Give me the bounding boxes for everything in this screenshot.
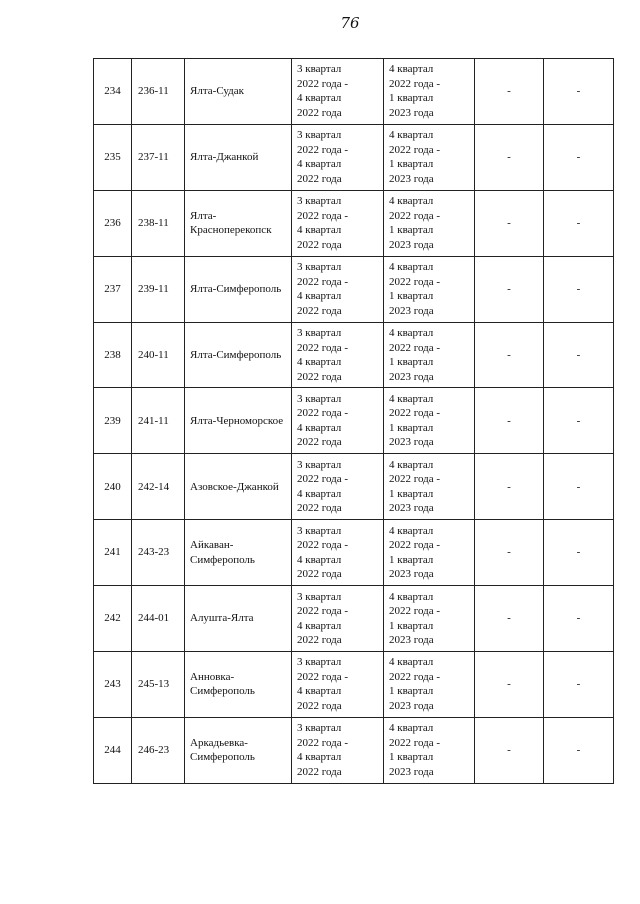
period-line: 2022 года - — [389, 275, 441, 288]
route-code-cell: 239-11 — [132, 256, 185, 322]
table-row — [94, 256, 614, 322]
period-line: 3 квартал — [297, 458, 342, 471]
route-code-cell: 242-14 — [132, 454, 185, 520]
period-line: 4 квартал — [389, 261, 434, 274]
period-line: 4 квартал — [389, 590, 434, 603]
column7-cell: - — [544, 124, 614, 190]
table-row — [94, 520, 614, 586]
route-name-cell: Айкаван-Симферополь — [185, 520, 292, 586]
period-line: 3 квартал — [297, 129, 342, 142]
period-line: 4 квартал — [389, 129, 434, 142]
column6-cell: - — [475, 652, 544, 718]
period-line: 2022 года — [297, 436, 342, 449]
period-line: 2023 года — [389, 370, 434, 383]
column6-cell: - — [475, 717, 544, 783]
route-code-cell: 246-23 — [132, 717, 185, 783]
route-code-cell: 245-13 — [132, 652, 185, 718]
period-line: 2022 года - — [389, 473, 441, 486]
period-line: 2023 года — [389, 238, 434, 251]
end-period-cell — [384, 586, 475, 652]
column7-cell: - — [544, 59, 614, 125]
start-period-cell — [292, 520, 384, 586]
period-line: 2022 года — [297, 106, 342, 119]
start-period-cell — [292, 322, 384, 388]
route-name-cell: Анновка-Симферополь — [185, 652, 292, 718]
row-number-cell: 239 — [94, 388, 132, 454]
column7-cell: - — [544, 190, 614, 256]
end-period-cell — [384, 256, 475, 322]
row-number-cell: 241 — [94, 520, 132, 586]
column6-cell: - — [475, 454, 544, 520]
route-name-cell: Аркадьевка-Симферополь — [185, 717, 292, 783]
column7-cell: - — [544, 717, 614, 783]
table-row — [94, 190, 614, 256]
start-period-cell — [292, 190, 384, 256]
period-line: 2022 года - — [297, 143, 349, 156]
period-line: 2022 года — [297, 765, 342, 778]
column6-cell: - — [475, 190, 544, 256]
route-code-cell: 237-11 — [132, 124, 185, 190]
start-period-cell — [292, 586, 384, 652]
route-name-cell: Ялта-Красноперекопск — [185, 190, 292, 256]
row-number-cell: 240 — [94, 454, 132, 520]
column6-cell: - — [475, 322, 544, 388]
row-number-cell: 242 — [94, 586, 132, 652]
end-period-cell — [384, 322, 475, 388]
period-line: 3 квартал — [297, 327, 342, 339]
period-line: 4 квартал — [297, 751, 342, 764]
table-row — [94, 652, 614, 718]
period-line: 1 квартал — [389, 224, 434, 237]
period-line: 4 квартал — [297, 290, 342, 303]
period-line: 1 квартал — [389, 158, 434, 171]
column7-cell: - — [544, 652, 614, 718]
row-number-cell: 237 — [94, 256, 132, 322]
period-line: 2022 года - — [389, 539, 441, 552]
period-line: 4 квартал — [389, 524, 434, 537]
route-name-cell: Ялта-Джанкой — [185, 124, 292, 190]
period-line: 2022 года - — [389, 605, 441, 618]
row-number-cell: 236 — [94, 190, 132, 256]
column6-cell: - — [475, 388, 544, 454]
table-row — [94, 388, 614, 454]
end-period-cell — [384, 717, 475, 783]
row-number-cell: 234 — [94, 59, 132, 125]
column7-cell: - — [544, 454, 614, 520]
period-line: 3 квартал — [297, 261, 342, 274]
period-line: 1 квартал — [389, 685, 434, 698]
column7-cell: - — [544, 586, 614, 652]
period-line: 3 квартал — [297, 524, 342, 537]
period-line: 4 квартал — [389, 458, 434, 471]
end-period-cell — [384, 59, 475, 125]
period-line: 2023 года — [389, 304, 434, 317]
period-line: 2022 года — [297, 634, 342, 647]
period-line: 2022 года — [297, 172, 342, 185]
end-period-cell — [384, 388, 475, 454]
start-period-cell — [292, 59, 384, 125]
column6-cell: - — [475, 520, 544, 586]
period-line: 2022 года - — [297, 473, 349, 486]
period-line: 2023 года — [389, 502, 434, 515]
column6-cell: - — [475, 256, 544, 322]
column7-cell: - — [544, 388, 614, 454]
column7-cell: - — [544, 520, 614, 586]
period-line: 1 квартал — [389, 421, 434, 434]
route-code-cell: 240-11 — [132, 322, 185, 388]
route-code-cell: 236-11 — [132, 59, 185, 125]
period-line: 2022 года - — [297, 209, 349, 222]
route-code-cell: 241-11 — [132, 388, 185, 454]
period-line: 1 квартал — [389, 356, 434, 368]
period-line: 2022 года - — [297, 275, 349, 288]
end-period-cell — [384, 454, 475, 520]
table-body — [94, 59, 614, 784]
period-line: 2022 года - — [389, 670, 441, 683]
period-line: 2022 года — [297, 370, 342, 383]
period-line: 2023 года — [389, 634, 434, 647]
period-line: 4 квартал — [297, 356, 342, 368]
period-line: 2022 года - — [297, 407, 349, 420]
period-line: 4 квартал — [297, 224, 342, 237]
table-row — [94, 124, 614, 190]
table-row — [94, 454, 614, 520]
period-line: 2022 года - — [297, 539, 349, 552]
row-number-cell: 235 — [94, 124, 132, 190]
period-line: 2023 года — [389, 699, 434, 712]
column6-cell: - — [475, 586, 544, 652]
route-code-cell: 244-01 — [132, 586, 185, 652]
end-period-cell — [384, 190, 475, 256]
end-period-cell — [384, 520, 475, 586]
period-line: 4 квартал — [297, 158, 342, 171]
period-line: 4 квартал — [389, 195, 434, 208]
column6-cell: - — [475, 59, 544, 125]
period-line: 1 квартал — [389, 553, 434, 566]
period-line: 4 квартал — [389, 722, 434, 735]
period-line: 2023 года — [389, 106, 434, 119]
route-name-cell: Азовское-Джанкой — [185, 454, 292, 520]
period-line: 1 квартал — [389, 619, 434, 632]
period-line: 3 квартал — [297, 63, 342, 76]
period-line: 1 квартал — [389, 751, 434, 764]
route-name-cell: Алушта-Ялта — [185, 586, 292, 652]
period-line: 1 квартал — [389, 92, 434, 105]
period-line: 3 квартал — [297, 392, 342, 405]
period-line: 4 квартал — [297, 487, 342, 500]
period-line: 3 квартал — [297, 722, 342, 735]
route-name-cell: Ялта-Черноморское — [185, 388, 292, 454]
period-line: 4 квартал — [297, 619, 342, 632]
row-number-cell: 238 — [94, 322, 132, 388]
period-line: 4 квартал — [297, 685, 342, 698]
period-line: 4 квартал — [389, 392, 434, 405]
route-name-cell: Ялта-Судак — [185, 59, 292, 125]
period-line: 2022 года - — [297, 341, 349, 354]
table-row — [94, 59, 614, 125]
period-line: 2022 года — [297, 699, 342, 712]
column6-cell: - — [475, 124, 544, 190]
route-code-cell: 238-11 — [132, 190, 185, 256]
table-row — [94, 586, 614, 652]
period-line: 3 квартал — [297, 656, 342, 669]
period-line: 4 квартал — [297, 92, 342, 105]
period-line: 2022 года - — [389, 209, 441, 222]
period-line: 2022 года - — [389, 736, 441, 749]
period-line: 2022 года — [297, 502, 342, 515]
column7-cell: - — [544, 256, 614, 322]
period-line: 1 квартал — [389, 487, 434, 500]
period-line: 2022 года - — [389, 143, 441, 156]
routes-table — [93, 58, 614, 784]
end-period-cell — [384, 652, 475, 718]
period-line: 2022 года - — [297, 670, 349, 683]
table-row — [94, 322, 614, 388]
table-row — [94, 717, 614, 783]
period-line: 2023 года — [389, 436, 434, 449]
start-period-cell — [292, 652, 384, 718]
period-line: 2022 года — [297, 304, 342, 317]
page-number: 76 — [340, 14, 360, 32]
period-line: 2022 года - — [297, 605, 349, 618]
period-line: 2022 года - — [389, 341, 441, 354]
period-line: 2022 года — [297, 238, 342, 251]
period-line: 4 квартал — [389, 327, 434, 339]
period-line: 2023 года — [389, 765, 434, 778]
route-code-cell: 243-23 — [132, 520, 185, 586]
start-period-cell — [292, 717, 384, 783]
period-line: 2022 года — [297, 568, 342, 581]
period-line: 4 квартал — [297, 421, 342, 434]
start-period-cell — [292, 256, 384, 322]
period-line: 4 квартал — [297, 553, 342, 566]
row-number-cell: 244 — [94, 717, 132, 783]
period-line: 2022 года - — [389, 77, 441, 90]
route-name-cell: Ялта-Симферополь — [185, 322, 292, 388]
route-name-cell: Ялта-Симферополь — [185, 256, 292, 322]
row-number-cell: 243 — [94, 652, 132, 718]
end-period-cell — [384, 124, 475, 190]
period-line: 2022 года - — [297, 736, 349, 749]
period-line: 3 квартал — [297, 590, 342, 603]
start-period-cell — [292, 124, 384, 190]
period-line: 4 квартал — [389, 63, 434, 76]
period-line: 1 квартал — [389, 290, 434, 303]
period-line: 4 квартал — [389, 656, 434, 669]
column7-cell: - — [544, 322, 614, 388]
start-period-cell — [292, 454, 384, 520]
period-line: 3 квартал — [297, 195, 342, 208]
period-line: 2022 года - — [389, 407, 441, 420]
period-line: 2023 года — [389, 568, 434, 581]
period-line: 2022 года - — [297, 77, 349, 90]
period-line: 2023 года — [389, 172, 434, 185]
start-period-cell — [292, 388, 384, 454]
